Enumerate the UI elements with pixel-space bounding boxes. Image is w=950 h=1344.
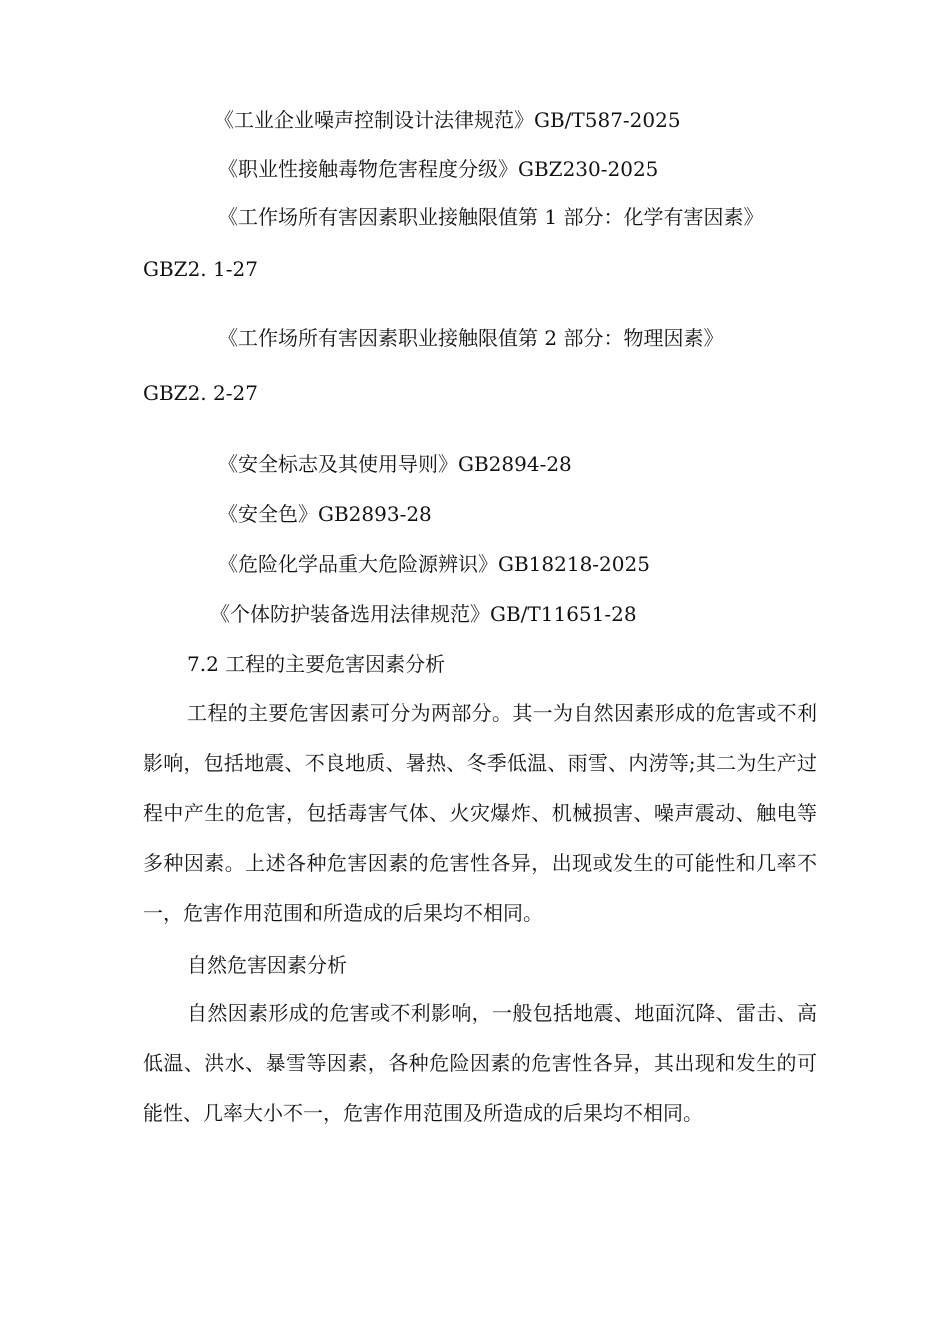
section-heading: 7.2 工程的主要危害因素分析 <box>187 652 446 676</box>
reference-noise-control: 《工业企业噪声控制设计法律规范》GB/T587-2025 <box>214 108 681 132</box>
reference-safety-signs: 《安全标志及其使用导则》GB2894-28 <box>218 452 572 476</box>
paragraph-natural-hazards: 自然因素形成的危害或不利影响，一般包括地震、地面沉降、雷击、高低温、洪水、暴雪等因素，各种危险因素的危害性各异，其出现和发生的可能性、几率大小不一，危害作用范围及所造成的后果均不相同。 <box>143 1001 817 1125</box>
reference-physical-limits-code: GBZ2. 2-27 <box>143 381 258 405</box>
subsection-heading: 自然危害因素分析 <box>187 953 347 977</box>
reference-chemical-limits-code: GBZ2. 1-27 <box>143 257 258 281</box>
paragraph-main-hazards: 工程的主要危害因素可分为两部分。其一为自然因素形成的危害或不利影响，包括地震、不良地质、暑热、冬季低温、雨雪、内涝等;其二为生产过程中产生的危害，包括毒害气体、火灾爆炸、机械损害、噪声震动、触电等多种因素。上述各种危害因素的危害性各异，出现或发生的可能性和几率不一，危害作用范围和所造成的后果均不相同。 <box>143 701 817 925</box>
reference-chemical-limits: 《工作场所有害因素职业接触限值第 1 部分：化学有害因素》 <box>218 205 764 229</box>
reference-toxic-classification: 《职业性接触毒物危害程度分级》GBZ230-2025 <box>218 157 659 181</box>
reference-safety-colors: 《安全色》GB2893-28 <box>218 502 432 526</box>
reference-major-hazards: 《危险化学品重大危险源辨识》GB18218-2025 <box>218 552 650 576</box>
reference-protective-equipment: 《个体防护装备选用法律规范》GB/T11651-28 <box>210 602 637 626</box>
reference-physical-limits: 《工作场所有害因素职业接触限值第 2 部分：物理因素》 <box>218 326 724 350</box>
